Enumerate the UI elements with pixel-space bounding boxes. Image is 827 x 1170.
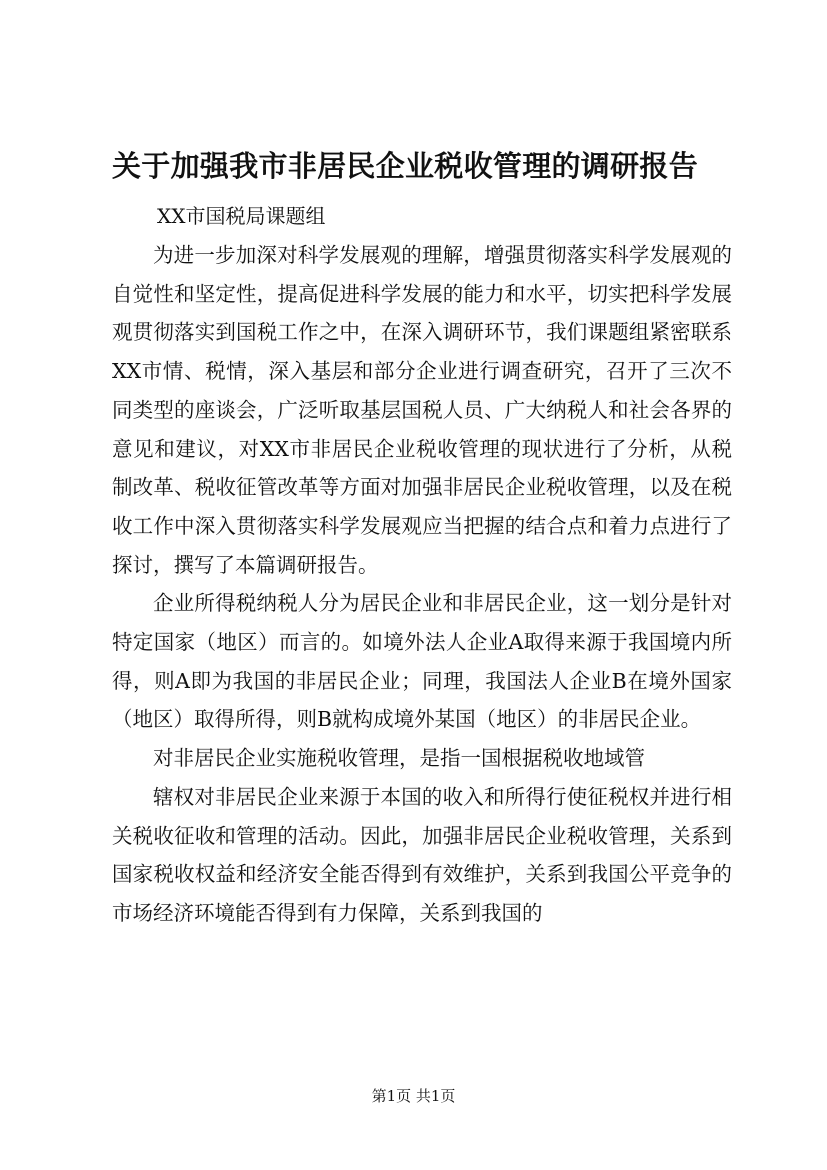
paragraph-management-importance: 辖权对非居民企业来源于本国的收入和所得行使征税权并进行相关税收征收和管理的活动。因此，加强非居民企业税收管理，关系到国家税收权益和经济安全能否得到有效维护，关系到我国公平竞争的市场经济环境能否得到有力保障，关系到我国的 (112, 784, 732, 925)
paragraph-taxpayer-definition: 企业所得税纳税人分为居民企业和非居民企业，这一划分是针对特定国家（地区）而言的。如境外法人企业A取得来源于我国境内所得，则A即为我国的非居民企业；同理，我国法人企业B在境外国家（地区）取得所得，则B就构成境外某国（地区）的非居民企业。 (112, 591, 732, 732)
document-body (112, 236, 732, 933)
page-footer: 第1页 共1页 (371, 1087, 456, 1105)
document-title: 关于加强我市非居民企业税收管理的调研报告 (112, 149, 699, 183)
paragraph-intro: 为进一步加深对科学发展观的理解，增强贯彻落实科学发展观的自觉性和坚定性，提高促进科学发展的能力和水平，切实把科学发展观贯彻落实到国税工作之中，在深入调研环节，我们课题组紧密联系XX市情、税情，深入基层和部分企业进行调查研究，召开了三次不同类型的座谈会，广泛听取基层国税人员、广大纳税人和社会各界的意见和建议，对XX市非居民企业税收管理的现状进行了分析，从税制改革、税收征管改革等方面对加强非居民企业税收管理，以及在税收工作中深入贯彻落实科学发展观应当把握的结合点和着力点进行了探讨，撰写了本篇调研报告。 (112, 243, 732, 577)
document-author: XX市国税局课题组 (157, 204, 326, 228)
paragraph-management-definition: 对非居民企业实施税收管理，是指一国根据税收地域管 (153, 746, 645, 771)
